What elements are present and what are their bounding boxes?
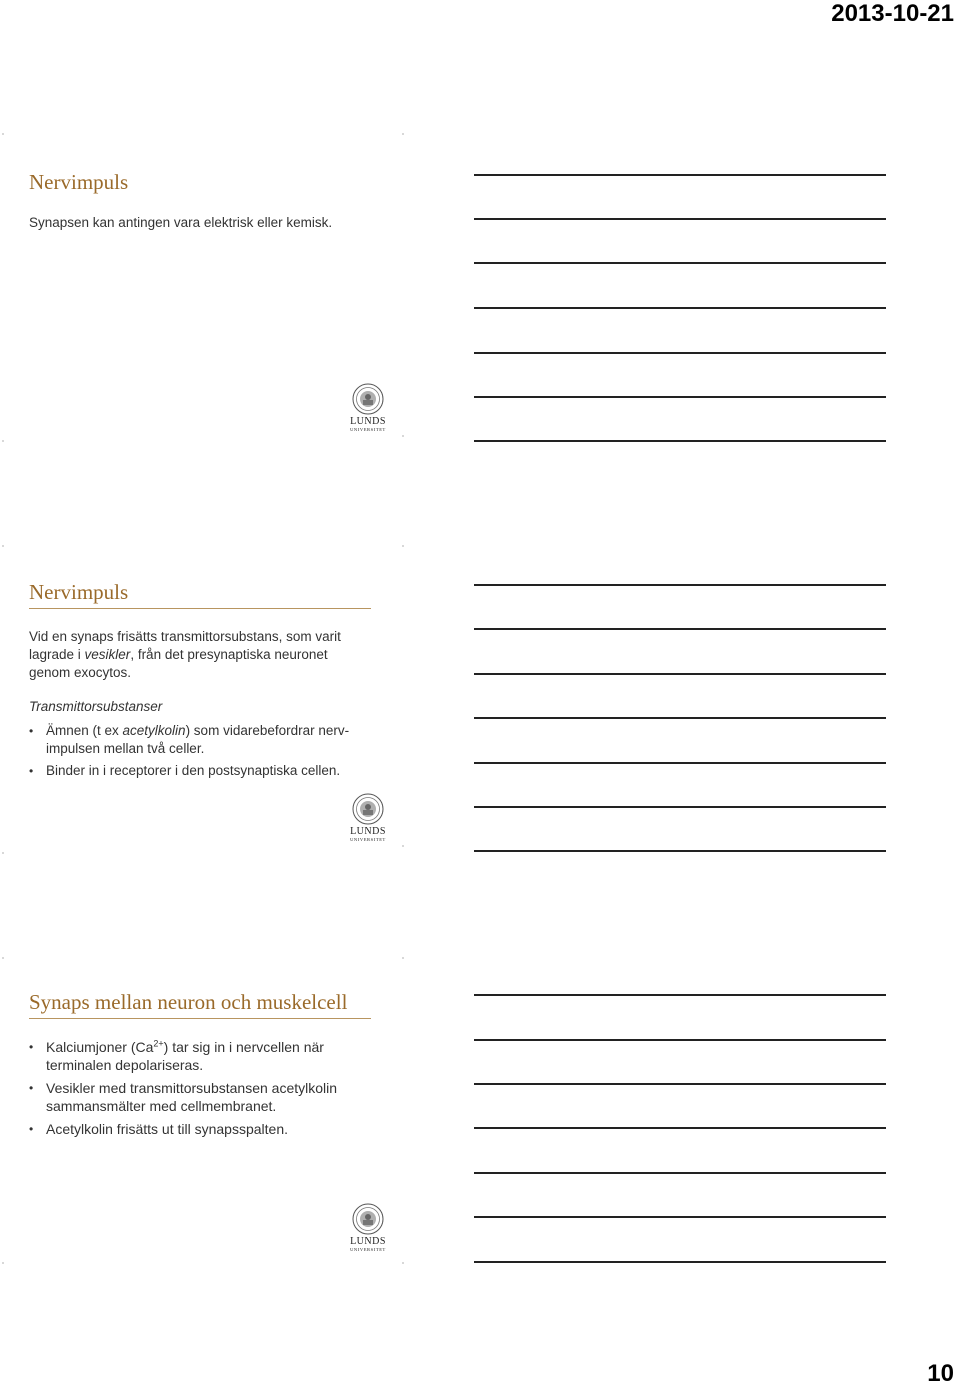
note-line <box>474 307 886 309</box>
bullet-text: ) tar sig in i nervcellen när terminalen depolariseras. <box>46 1039 324 1073</box>
note-line <box>474 628 886 630</box>
slide-title: Nervimpuls <box>29 170 129 194</box>
paragraph-text: Vid en synaps frisätts transmittorsubstans, som varit lagrade i <box>29 629 341 662</box>
note-line <box>474 1261 886 1263</box>
lund-university-logo <box>346 793 390 842</box>
note-line <box>474 584 886 586</box>
title-underline <box>29 1018 371 1019</box>
slide-corner-mark <box>402 957 404 959</box>
bullet-list <box>29 722 374 784</box>
slide-corner-mark <box>402 1262 404 1264</box>
list-item: • Acetylkolin frisätts ut till synapsspalten. <box>29 1120 374 1138</box>
list-item: • Binder in i receptorer i den postsynaptiska cellen. <box>29 762 374 780</box>
slide-corner-mark <box>2 133 4 135</box>
note-line <box>474 717 886 719</box>
note-line <box>474 1216 886 1218</box>
superscript: 2+ <box>153 1038 164 1049</box>
slide-corner-mark <box>402 845 404 847</box>
slide-corner-mark <box>2 1262 4 1264</box>
lund-university-logo <box>346 1203 390 1252</box>
bullet-text: Kalciumjoner (Ca <box>46 1039 154 1055</box>
slide-corner-mark <box>402 133 404 135</box>
logo-subtitle: UNIVERSITET <box>350 837 386 842</box>
list-item <box>29 1038 374 1074</box>
slide-corner-mark <box>2 957 4 959</box>
bullet-emphasis: acetylkolin <box>122 723 186 738</box>
slide-corner-mark <box>2 852 4 854</box>
lund-university-logo <box>346 383 390 432</box>
slide-text: Synapsen kan antingen vara elektrisk eller kemisk. <box>29 215 333 230</box>
bullet-text: Ämnen (t ex <box>46 723 123 738</box>
note-line <box>474 762 886 764</box>
note-line <box>474 1172 886 1174</box>
slide-subheading: Transmittorsubstanser <box>29 699 163 714</box>
university-seal-icon <box>352 383 384 415</box>
logo-name: LUNDS <box>350 826 386 837</box>
title-underline <box>29 608 371 609</box>
slide-corner-mark <box>402 435 404 437</box>
list-item <box>29 722 374 758</box>
note-line <box>474 1039 886 1041</box>
slide-2 <box>0 580 410 980</box>
page-date: 2013-10-21 <box>831 0 954 27</box>
slide-3 <box>0 990 410 1390</box>
note-line <box>474 850 886 852</box>
slide-corner-mark <box>2 440 4 442</box>
note-line <box>474 440 886 442</box>
university-seal-icon <box>352 1203 384 1235</box>
note-line <box>474 673 886 675</box>
note-line <box>474 174 886 176</box>
page-number: 10 <box>927 1360 954 1387</box>
logo-subtitle: UNIVERSITET <box>350 1247 386 1252</box>
note-line <box>474 1083 886 1085</box>
bullet-text: ) som vidarebefordrar nerv-impulsen mellan två celler. <box>46 723 350 756</box>
paragraph-emphasis: vesikler <box>84 647 131 662</box>
logo-subtitle: UNIVERSITET <box>350 427 386 432</box>
slide-title: Nervimpuls <box>29 580 129 604</box>
note-line <box>474 218 886 220</box>
note-line <box>474 262 886 264</box>
list-item: • Vesikler med transmittorsubstansen acetylkolin sammansmälter med cellmembranet. <box>29 1079 374 1115</box>
slide-paragraph <box>29 628 369 682</box>
slide-corner-mark <box>2 545 4 547</box>
note-line <box>474 994 886 996</box>
note-line <box>474 396 886 398</box>
note-line <box>474 352 886 354</box>
note-line <box>474 806 886 808</box>
paragraph-text: , från det presynaptiska neuronet genom exocytos. <box>29 647 328 680</box>
slide-title: Synaps mellan neuron och muskelcell <box>29 990 348 1014</box>
slide-corner-mark <box>402 545 404 547</box>
logo-name: LUNDS <box>350 416 386 427</box>
university-seal-icon <box>352 793 384 825</box>
logo-name: LUNDS <box>350 1236 386 1247</box>
note-line <box>474 1127 886 1129</box>
bullet-list <box>29 1038 374 1143</box>
slide-1 <box>0 170 410 570</box>
